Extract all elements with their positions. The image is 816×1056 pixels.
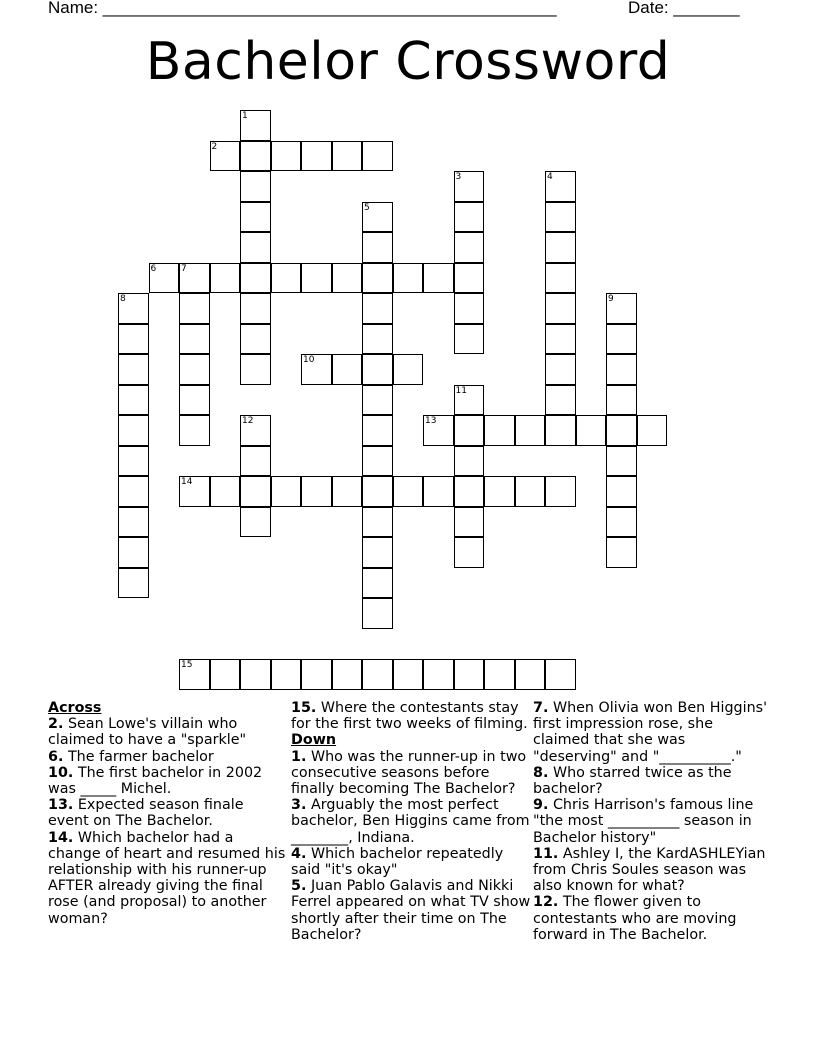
clue-down-7: 7. When Olivia won Ben Higgins' first impression rose, she claimed that she was "deserving" and "__________." [533,700,768,765]
crossword-cell[interactable] [179,324,210,355]
clue-number: 6 [150,263,157,274]
crossword-cell[interactable] [545,293,576,324]
crossword-cell[interactable] [362,598,393,629]
crossword-cell[interactable] [210,476,241,507]
clue-down-3: 3. Arguably the most perfect bachelor, Ben Higgins came from ________, Indiana. [291,797,530,846]
clue-down-4: 4. Which bachelor repeatedly said "it's okay" [291,845,504,879]
crossword-cell[interactable] [271,141,302,172]
crossword-cell[interactable] [454,659,485,690]
crossword-cell[interactable] [545,659,576,690]
clue-number: 9 [608,294,614,304]
crossword-cell[interactable] [179,415,210,446]
clue-down-5: 5. Juan Pablo Galavis and Nikki Ferrel appeared on what TV show shortly after their time on The Bachelor? [291,878,531,943]
crossword-cell[interactable] [484,415,515,446]
crossword-cell[interactable] [423,263,454,294]
clue-number: 12 [242,416,254,426]
crossword-cell[interactable] [545,415,576,446]
clue-number: 2 [211,141,218,152]
clue-number: 1 [242,111,248,121]
clue-across-14: 14. Which bachelor had a change of heart and resumed his relationship with his runner-up AFTER already giving the final rose (and proposal) to another woman? [48,829,286,927]
crossword-cell[interactable] [576,415,607,446]
crossword-cell[interactable] [362,263,393,294]
crossword-cell[interactable] [606,293,637,324]
clue-across-2: 2. Sean Lowe's villain who claimed to have a "sparkle" [48,716,247,749]
crossword-cell[interactable] [149,263,180,294]
crossword-cell[interactable] [545,354,576,385]
crossword-cell[interactable] [118,324,149,355]
crossword-cell[interactable] [545,476,576,507]
date-field: Date: _______ [628,0,740,17]
crossword-cell[interactable] [515,476,546,507]
crossword-cell[interactable] [545,171,576,202]
crossword-cell[interactable] [301,141,332,172]
crossword-cell[interactable] [118,354,149,385]
crossword-cell[interactable] [118,507,149,538]
clue-number: 14 [181,477,193,487]
crossword-cell[interactable] [484,476,515,507]
crossword-cell[interactable] [606,324,637,355]
clue-across-15: 15. Where the contestants stay for the first two weeks of filming. [291,700,528,733]
crossword-cell[interactable] [362,232,393,263]
clue-number: 5 [364,202,370,213]
down-heading: Down [291,732,337,749]
clue-down-9: 9. Chris Harrison's famous line "the most __________ season in Bachelor history" [533,797,754,846]
clue-down-8: 8. Who starred twice as the bachelor? [533,764,732,798]
crossword-cell[interactable] [362,568,393,599]
clue-number: 3 [455,172,462,182]
crossword-cell[interactable] [332,354,363,385]
crossword-cell[interactable] [332,476,363,507]
crossword-cell[interactable] [240,446,271,477]
crossword-cell[interactable] [240,507,271,538]
crossword-cell[interactable] [393,263,424,294]
crossword-cell[interactable] [240,171,271,202]
crossword-cell[interactable] [606,354,637,385]
clue-down-12: 12. The flower given to contestants who are moving forward in The Bachelor. [533,894,737,943]
crossword-cell[interactable] [301,659,332,690]
crossword-cell[interactable] [118,476,149,507]
crossword-cell[interactable] [118,415,149,446]
crossword-cell[interactable] [362,293,393,324]
crossword-cell[interactable] [179,354,210,385]
crossword-cell[interactable] [484,659,515,690]
page-title: Bachelor Crossword [145,32,671,92]
crossword-cell[interactable] [606,507,637,538]
crossword-cell[interactable] [210,263,241,294]
crossword-cell[interactable] [118,385,149,416]
clue-number: 7 [181,263,187,274]
crossword-cell[interactable] [210,659,241,690]
clue-number: 8 [120,294,126,304]
crossword-cell[interactable] [362,476,393,507]
crossword-cell[interactable] [606,537,637,568]
crossword-cell[interactable] [515,415,546,446]
crossword-cell[interactable] [362,415,393,446]
crossword-cell[interactable] [606,385,637,416]
crossword-cell[interactable] [332,263,363,294]
crossword-cell[interactable] [393,659,424,690]
crossword-cell[interactable] [179,385,210,416]
crossword-cell[interactable] [240,659,271,690]
crossword-cell[interactable] [301,354,332,385]
crossword-cell[interactable] [454,202,485,233]
clues-column-2 [291,700,531,943]
crossword-cell[interactable] [393,476,424,507]
crossword-cell[interactable] [454,446,485,477]
clue-across-6: 6. The farmer bachelor [48,748,214,765]
crossword-cell[interactable] [362,507,393,538]
crossword-cell[interactable] [301,476,332,507]
crossword-cell[interactable] [301,263,332,294]
crossword-cell[interactable] [271,476,302,507]
crossword-cell[interactable] [454,232,485,263]
clue-across-13: 13. Expected season finale event on The Bachelor. [48,797,244,830]
crossword-cell[interactable] [362,659,393,690]
clue-number: 4 [547,172,553,182]
crossword-cell[interactable] [454,415,485,446]
clue-number: 10 [303,355,315,365]
crossword-cell[interactable] [362,354,393,385]
crossword-cell[interactable] [240,415,271,446]
crossword-cell[interactable] [515,659,546,690]
crossword-cell[interactable] [118,568,149,599]
crossword-cell[interactable] [362,537,393,568]
crossword-cell[interactable] [545,263,576,294]
crossword-cell[interactable] [545,324,576,355]
crossword-cell[interactable] [240,293,271,324]
crossword-cell[interactable] [454,537,485,568]
clue-across-10: 10. The first bachelor in 2002 was _____ Michel. [48,764,263,798]
crossword-cell[interactable] [423,415,454,446]
across-heading: Across [48,700,102,716]
crossword-cell[interactable] [454,263,485,294]
crossword-cell[interactable] [240,476,271,507]
name-field: Name: ________________________________________________ [48,0,557,17]
crossword-cell[interactable] [210,141,241,172]
crossword-cell[interactable] [240,202,271,233]
crossword-cell[interactable] [545,202,576,233]
clue-number: 15 [181,660,193,670]
crossword-cell[interactable] [179,263,210,294]
crossword-cell[interactable] [454,293,485,324]
crossword-cell[interactable] [240,232,271,263]
crossword-cell[interactable] [179,476,210,507]
crossword-cell[interactable] [362,324,393,355]
crossword-cell[interactable] [545,385,576,416]
crossword-cell[interactable] [606,446,637,477]
crossword-cell[interactable] [454,507,485,538]
crossword-cell[interactable] [118,537,149,568]
crossword-cell[interactable] [362,385,393,416]
clue-number: 11 [455,385,467,396]
crossword-cell[interactable] [606,415,637,446]
crossword-cell[interactable] [240,141,271,172]
crossword-cell[interactable] [606,476,637,507]
clue-down-11: 11. Ashley I, the KardASHLEYian from Chris Soules season was also known for what? [533,845,766,895]
crossword-cell[interactable] [118,293,149,324]
clues-column-3 [533,700,773,943]
crossword-cell[interactable] [332,141,363,172]
crossword-cell[interactable] [393,354,424,385]
crossword-cell[interactable] [332,659,363,690]
crossword-cell[interactable] [454,324,485,355]
clue-down-1: 1. Who was the runner-up in two consecutive seasons before finally becoming The Bachelor? [291,748,527,798]
crossword-cell[interactable] [454,385,485,416]
crossword-cell[interactable] [423,659,454,690]
crossword-cell[interactable] [271,659,302,690]
crossword-cell[interactable] [545,232,576,263]
crossword-cell[interactable] [362,202,393,233]
crossword-cell[interactable] [240,263,271,294]
crossword-cell[interactable] [118,446,149,477]
clues-column-1 [48,700,288,927]
crossword-cell[interactable] [362,141,393,172]
crossword-cell[interactable] [454,476,485,507]
crossword-cell[interactable] [454,171,485,202]
clue-number: 13 [425,416,437,426]
crossword-cell[interactable] [179,293,210,324]
crossword-cell[interactable] [271,263,302,294]
crossword-cell[interactable] [240,110,271,141]
crossword-cell[interactable] [179,659,210,690]
crossword-cell[interactable] [240,354,271,385]
crossword-cell[interactable] [637,415,668,446]
crossword-cell[interactable] [423,476,454,507]
crossword-cell[interactable] [240,324,271,355]
crossword-cell[interactable] [362,446,393,477]
